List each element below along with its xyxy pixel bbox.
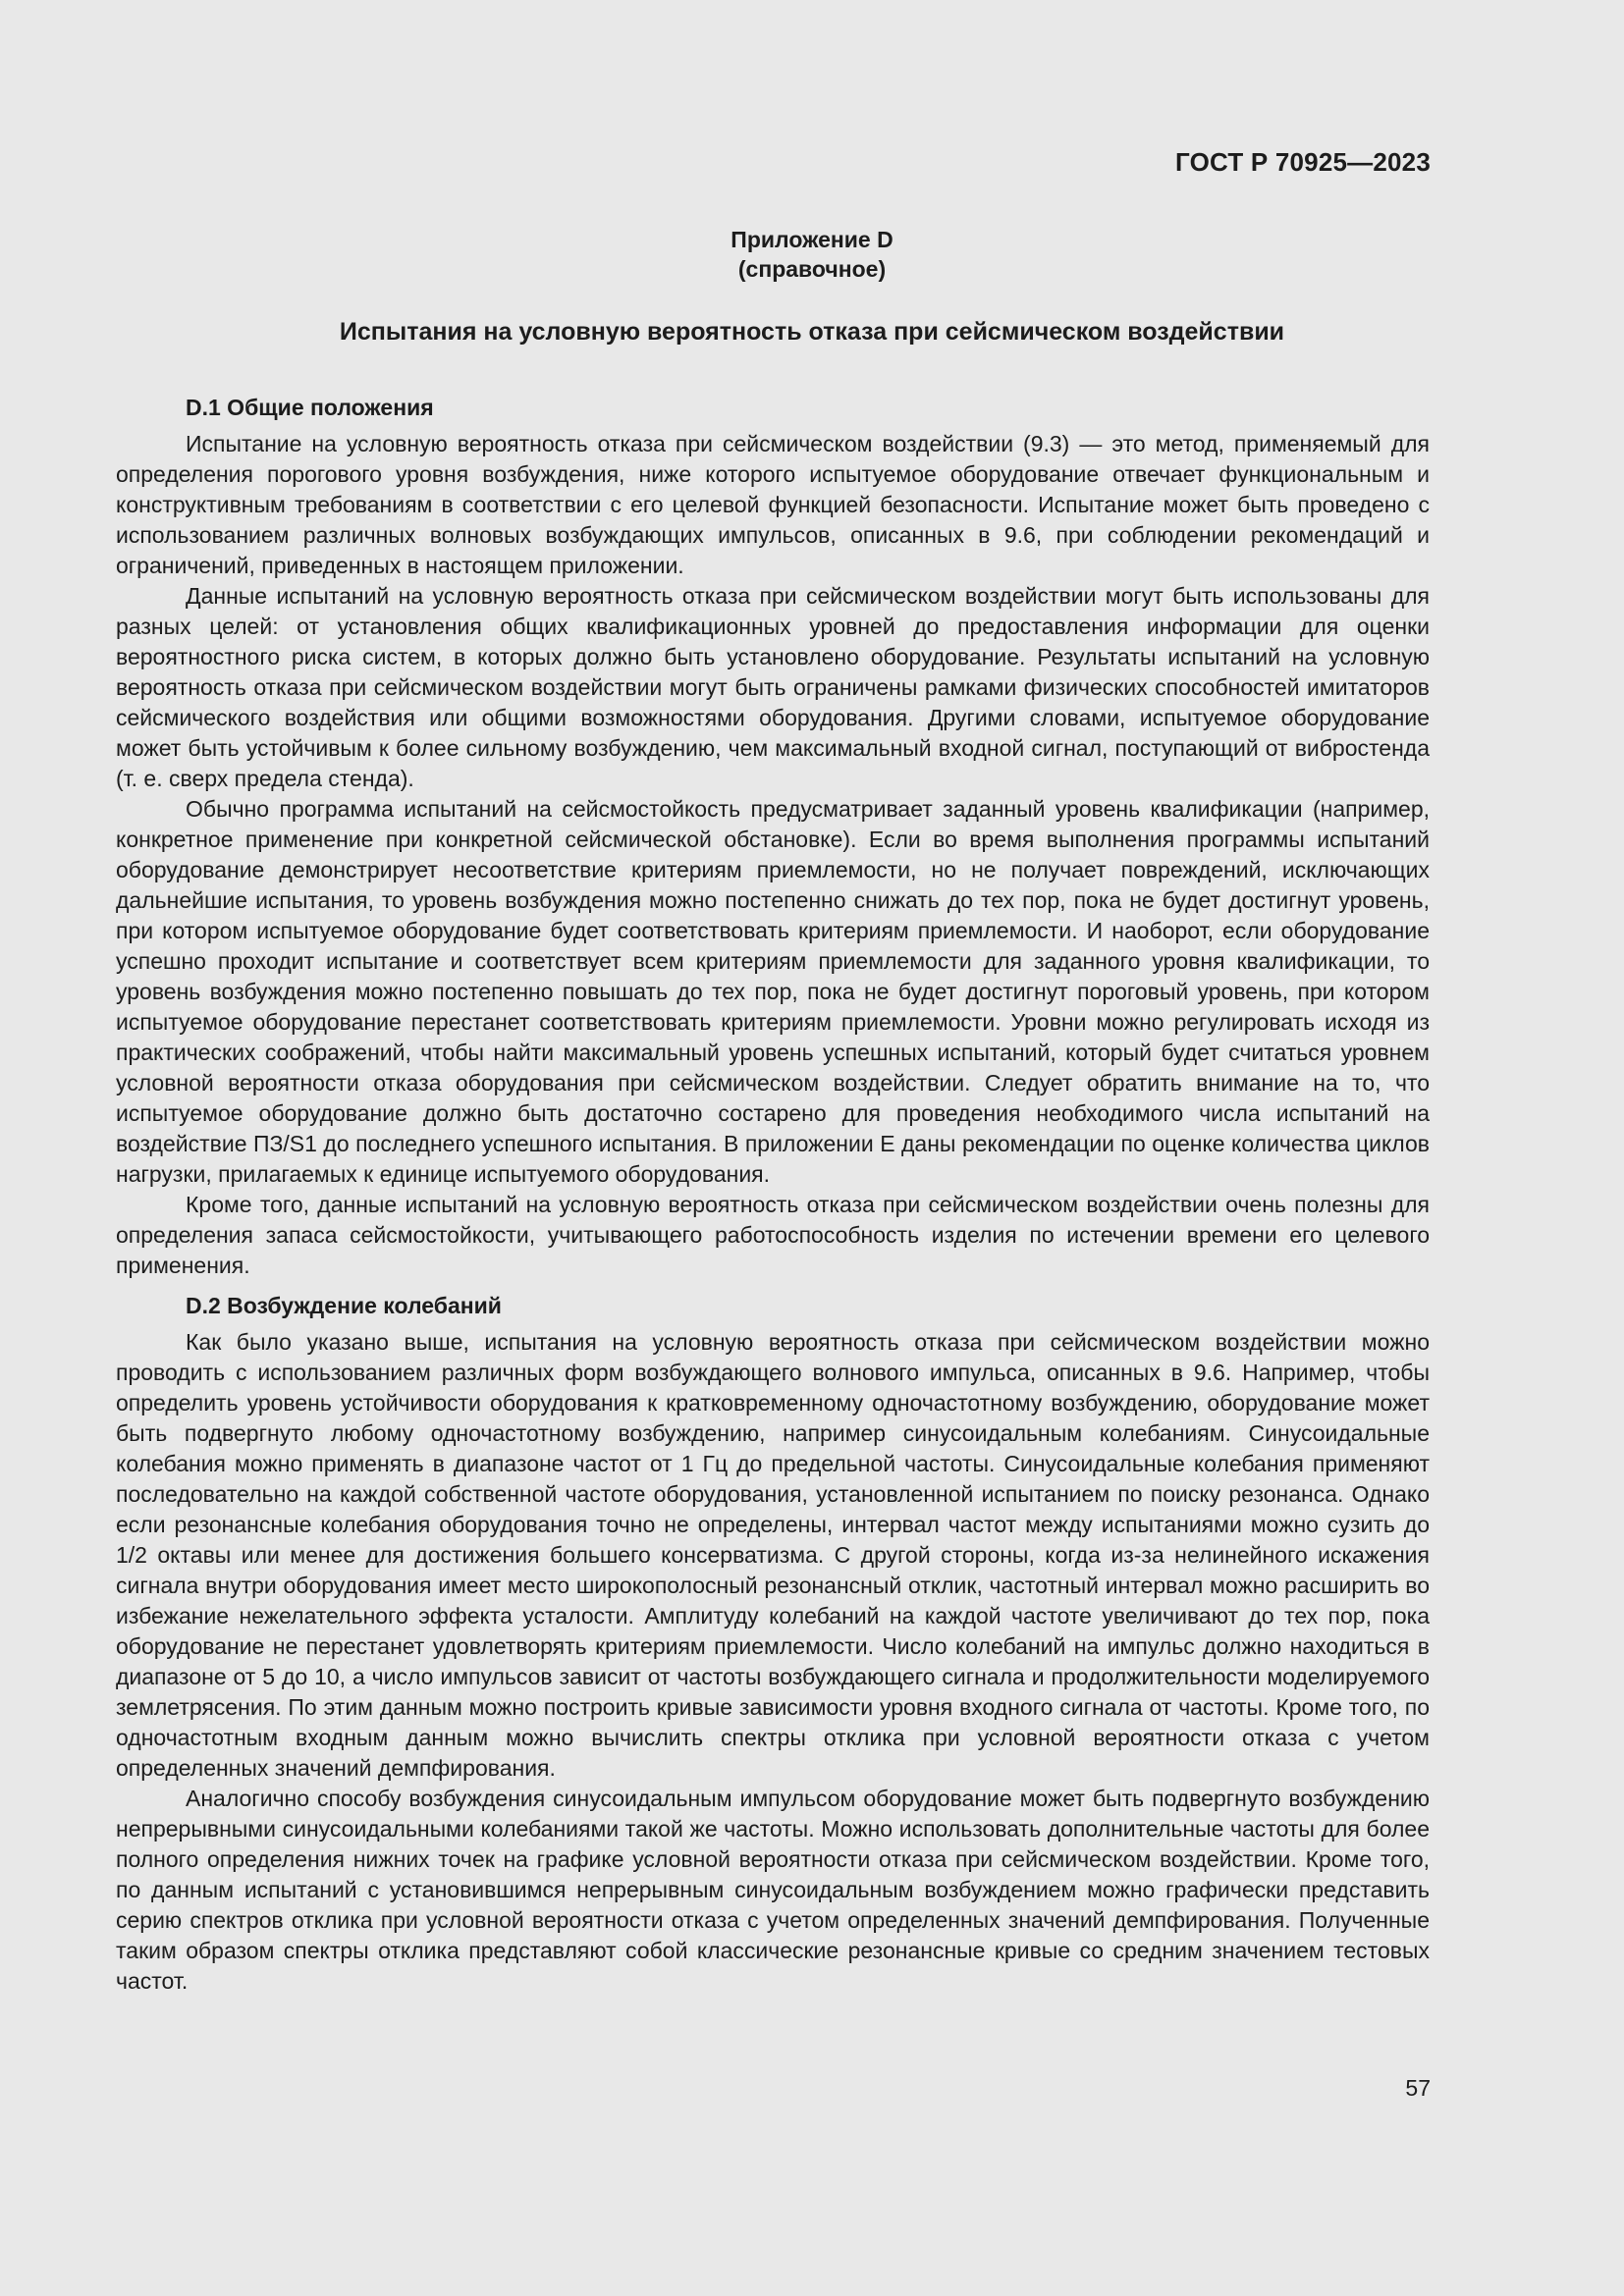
appendix-label: Приложение D [731, 227, 893, 252]
section-heading: D.2 Возбуждение колебаний [186, 1293, 502, 1318]
section-heading: D.1 Общие положения [186, 395, 434, 420]
appendix-type: (справочное) [737, 256, 887, 282]
paragraph: Аналогично способу возбуждения синусоидальным импульсом оборудование может быть подвергнуто возбуждению непрерывными синусоидальными колебаниями такой же частоты. Можно использовать дополнительные частоты для более полного определения нижних точек на графике условной вероятности отказа при сейсмическом воздействии. Кроме того, по данным испытаний с установившимся непрерывным синусоидальным возбуждением можно графически представить серию спектров отклика при условной вероятности отказа с учетом определенных значений демпфирования. Полученные таким образом спектры отклика представляют собой классические резонансные кривые со средним значением тестовых частот. [116, 1786, 1430, 1994]
paragraph: Обычно программа испытаний на сейсмостойкость предусматривает заданный уровень квалификации (например, конкретное применение при конкретной сейсмической обстановке). Если во время выполнения программы испытаний оборудование демонстрирует несоответствие критериям приемлемости, но не получает повреждений, исключающих дальнейшие испытания, то уровень возбуждения можно постепенно снижать до тех пор, пока не будет достигнут уровень, при котором испытуемое оборудование будет соответствовать критериям приемлемости. И наоборот, если оборудование успешно проходит испытание и соответствует всем критериям приемлемости для заданного уровня квалификации, то уровень возбуждения можно постепенно повышать до тех пор, пока не будет достигнут пороговый уровень, при котором испытуемое оборудование перестанет соответствовать критериям приемлемости. Уровни можно регулировать исходя из практических соображений, чтобы найти максимальный уровень успешных испытаний, который будет считаться уровнем условной вероятности отказа оборудования при сейсмическом воздействии. Следует обратить внимание на то, что испытуемое оборудование должно быть достаточно состарено для проведения необходимого числа испытаний на воздействие ПЗ/S1 до последнего успешного испытания. В приложении Е даны рекомендации по оценке количества циклов нагрузки, прилагаемых к единице испытуемого оборудования. [116, 796, 1430, 1187]
section-d1 [116, 393, 1430, 1281]
appendix-title [0, 225, 1624, 284]
paragraph: Как было указано выше, испытания на условную вероятность отказа при сейсмическом воздействии можно проводить с использованием различных форм возбуждающего волнового импульса, описанных в 9.6. Например, чтобы определить уровень устойчивости оборудования к кратковременному одночастотному возбуждению, оборудование может быть подвергнуто любому одночастотному возбуждению, например синусоидальным колебаниям. Синусоидальные колебания можно применять в диапазоне частот от 1 Гц до предельной частоты. Синусоидальные колебания применяют последовательно на каждой собственной частоте оборудования, установленной испытанием по поиску резонанса. Однако если резонансные колебания оборудования точно не определены, интервал частот между испытаниями можно сузить до 1/2 октавы или менее для достижения большего консерватизма. С другой стороны, когда из-за нелинейного искажения сигнала внутри оборудования имеет место широкополосный резонансный отклик, частотный интервал можно расширить во избежание нежелательного эффекта усталости. Амплитуду колебаний на каждой частоте увеличивают до тех пор, пока оборудование не перестанет удовлетворять критериям приемлемости. Число колебаний на импульс должно находиться в диапазоне от 5 до 10, а число импульсов зависит от частоты возбуждающего сигнала и продолжительности моделируемого землетрясения. По этим данным можно построить кривые зависимости уровня входного сигнала от частоты. Кроме того, по одночастотным входным данным можно вычислить спектры отклика при условной вероятности отказа с учетом определенных значений демпфирования. [116, 1329, 1430, 1781]
body-text [116, 393, 1430, 1997]
appendix-heading: Испытания на условную вероятность отказа при сейсмическом воздействии [339, 318, 1285, 346]
paragraph: Кроме того, данные испытаний на условную вероятность отказа при сейсмическом воздействии очень полезны для определения запаса сейсмостойкости, учитывающего работоспособность изделия по истечении времени его целевого применения. [116, 1192, 1430, 1278]
section-d2 [116, 1291, 1430, 1997]
document-code: ГОСТ Р 70925—2023 [1175, 147, 1431, 177]
paragraph: Данные испытаний на условную вероятность отказа при сейсмическом воздействии могут быть использованы для разных целей: от установления общих квалификационных уровней до предоставления информации для оценки вероятностного риска систем, в которых должно быть установлено оборудование. Результаты испытаний на условную вероятность отказа при сейсмическом воздействии могут быть ограничены рамками физических способностей имитаторов сейсмического воздействия или общими возможностями оборудования. Другими словами, испытуемое оборудование может быть устойчивым к более сильному возбуждению, чем максимальный входной сигнал, поступающий от вибростенда (т. е. сверх предела стенда). [116, 583, 1430, 791]
paragraph: Испытание на условную вероятность отказа при сейсмическом воздействии (9.3) — это метод, применяемый для определения порогового уровня возбуждения, ниже которого испытуемое оборудование отвечает функциональным и конструктивным требованиям в соответствии с его целевой функцией безопасности. Испытание может быть проведено с использованием различных волновых возбуждающих импульсов, описанных в 9.6, при соблюдении рекомендаций и ограничений, приведенных в настоящем приложении. [116, 431, 1430, 578]
page-number: 57 [1405, 2075, 1431, 2101]
